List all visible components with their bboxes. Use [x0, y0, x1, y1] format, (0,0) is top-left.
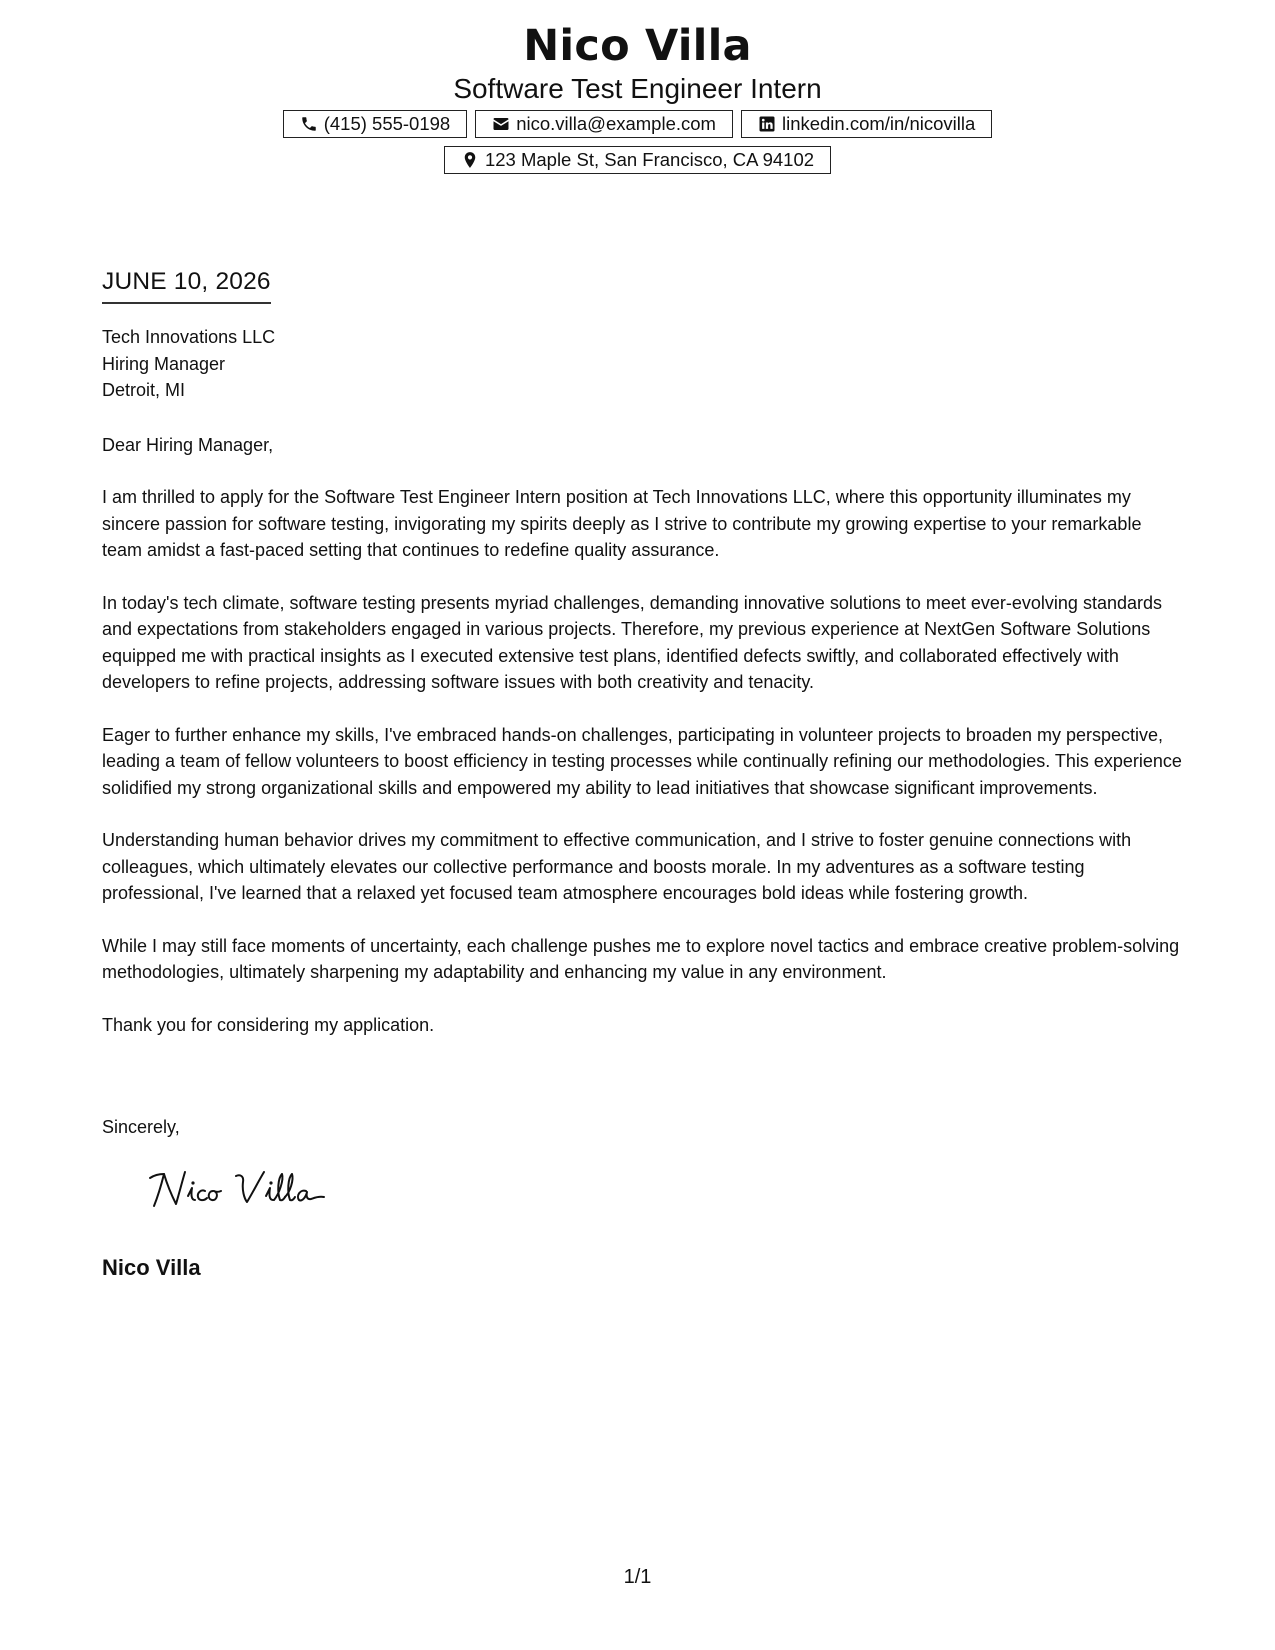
contact-linkedin[interactable]	[741, 110, 992, 138]
handwritten-signature	[148, 1166, 328, 1214]
recipient-block	[102, 324, 802, 404]
recipient-company: Tech Innovations LLC	[102, 327, 276, 347]
contact-email[interactable]	[475, 110, 733, 138]
phone-text: (415) 555-0198	[323, 113, 451, 134]
map-pin-icon	[461, 151, 479, 169]
contact-row	[0, 110, 1275, 138]
contact-row-2	[0, 146, 1275, 174]
linkedin-text: linkedin.com/in/nicovilla	[781, 113, 976, 134]
paragraph: Thank you for considering my application.	[102, 1014, 435, 1035]
page-number: 1/1	[623, 1566, 652, 1588]
salutation: Dear Hiring Manager,	[102, 435, 274, 455]
contact-address[interactable]	[444, 146, 831, 174]
signed-name: Nico Villa	[102, 1255, 201, 1280]
email-text: nico.villa@example.com	[516, 113, 716, 134]
letter-date: JUNE 10, 2026	[102, 266, 271, 304]
linkedin-icon	[758, 115, 776, 133]
applicant-role: Software Test Engineer Intern	[453, 73, 822, 104]
contact-phone[interactable]	[283, 110, 468, 138]
envelope-icon	[492, 115, 510, 133]
paragraph: Understanding human behavior drives my commitment to effective communication, and I strive to foster genuine connections with colleagues, which ultimately elevates our collective performance and boosts morale. In my adventures as a software testing professional, I've learned that a relaxed yet focused team atmosphere encourages bold ideas while fostering growth.	[102, 830, 1132, 903]
recipient-location: Detroit, MI	[102, 380, 186, 400]
paragraph: I am thrilled to apply for the Software Test Engineer Intern position at Tech Innovations LLC, where this opportunity illuminates my sincere passion for software testing, invigorating my spirits deeply as I strive to contribute my growing expertise to your remarkable team amidst a fast-paced setting that continues to redefine quality assurance.	[102, 487, 1142, 560]
paragraph: Eager to further enhance my skills, I've embraced hands-on challenges, participating in volunteer projects to broaden my perspective, leading a team of fellow volunteers to boost efficiency in testing processes while continually refining our methodologies. This experience solidified my strong organizational skills and empowered my ability to lead initiatives that showcase significant improvements.	[102, 724, 1182, 798]
recipient-title: Hiring Manager	[102, 353, 226, 374]
letter-header	[0, 20, 1275, 174]
letter-paragraphs	[102, 484, 1182, 1064]
paragraph: In today's tech climate, software testing presents myriad challenges, demanding innovative solutions to meet ever-evolving standards and expectations from stakeholders engaged in various projects. Therefore, my previous experience at NextGen Software Solutions equipped me with practical insights as I executed extensive test plans, identified defects swiftly, and collaborated effectively with developers to refine projects, addressing software issues with both creativity and tenacity.	[102, 592, 1162, 692]
closing: Sincerely,	[102, 1117, 180, 1137]
applicant-name: Nico Villa	[523, 21, 752, 71]
phone-icon	[300, 115, 318, 133]
paragraph: While I may still face moments of uncertainty, each challenge pushes me to explore novel tactics and embrace creative problem-solving methodologies, ultimately sharpening my adaptability and enhancing my value in any environment.	[102, 935, 1180, 982]
address-text: 123 Maple St, San Francisco, CA 94102	[484, 149, 815, 170]
